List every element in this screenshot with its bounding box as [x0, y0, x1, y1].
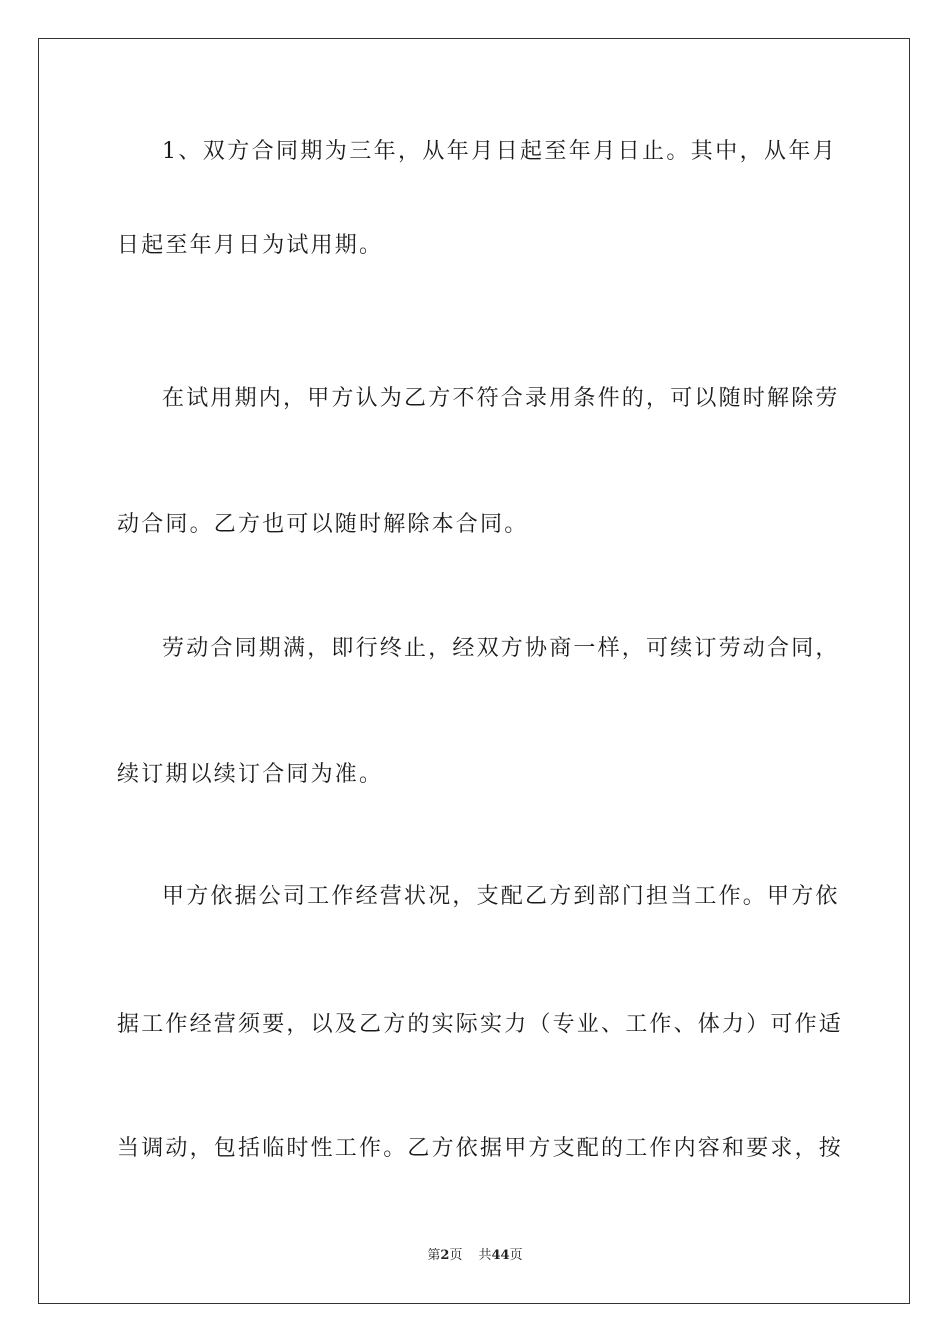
page-border [38, 38, 910, 1304]
paragraph-line: 动合同。乙方也可以随时解除本合同。 [117, 512, 529, 537]
paragraph-line: 在试用期内，甲方认为乙方不符合录用条件的，可以随时解除劳 [162, 386, 840, 411]
paragraph-line: 甲方依据公司工作经营状况，支配乙方到部门担当工作。甲方依 [162, 884, 840, 909]
paragraph-line: 日起至年月日为试用期。 [117, 233, 384, 258]
total-pages: 44 [491, 1248, 510, 1263]
paragraph-line: 当调动，包括临时性工作。乙方依据甲方支配的工作内容和要求，按 [117, 1136, 844, 1161]
page-number: 2 [440, 1248, 450, 1263]
paragraph-line: 据工作经营须要，以及乙方的实际实力（专业、工作、体力）可作适 [117, 1012, 844, 1037]
paragraph-line: 劳动合同期满，即行终止，经双方协商一样，可续订劳动合同， [162, 636, 840, 661]
page-label-prefix: 第 [427, 1248, 441, 1263]
paragraph-line: 1、双方合同期为三年，从年月日起至年月日止。其中，从年月 [162, 139, 837, 164]
total-label-prefix: 共 [478, 1248, 492, 1263]
page-label-suffix: 页 [449, 1248, 463, 1263]
page-footer [0, 1248, 950, 1264]
paragraph-line: 续订期以续订合同为准。 [117, 762, 384, 787]
total-label-suffix: 页 [509, 1248, 523, 1263]
